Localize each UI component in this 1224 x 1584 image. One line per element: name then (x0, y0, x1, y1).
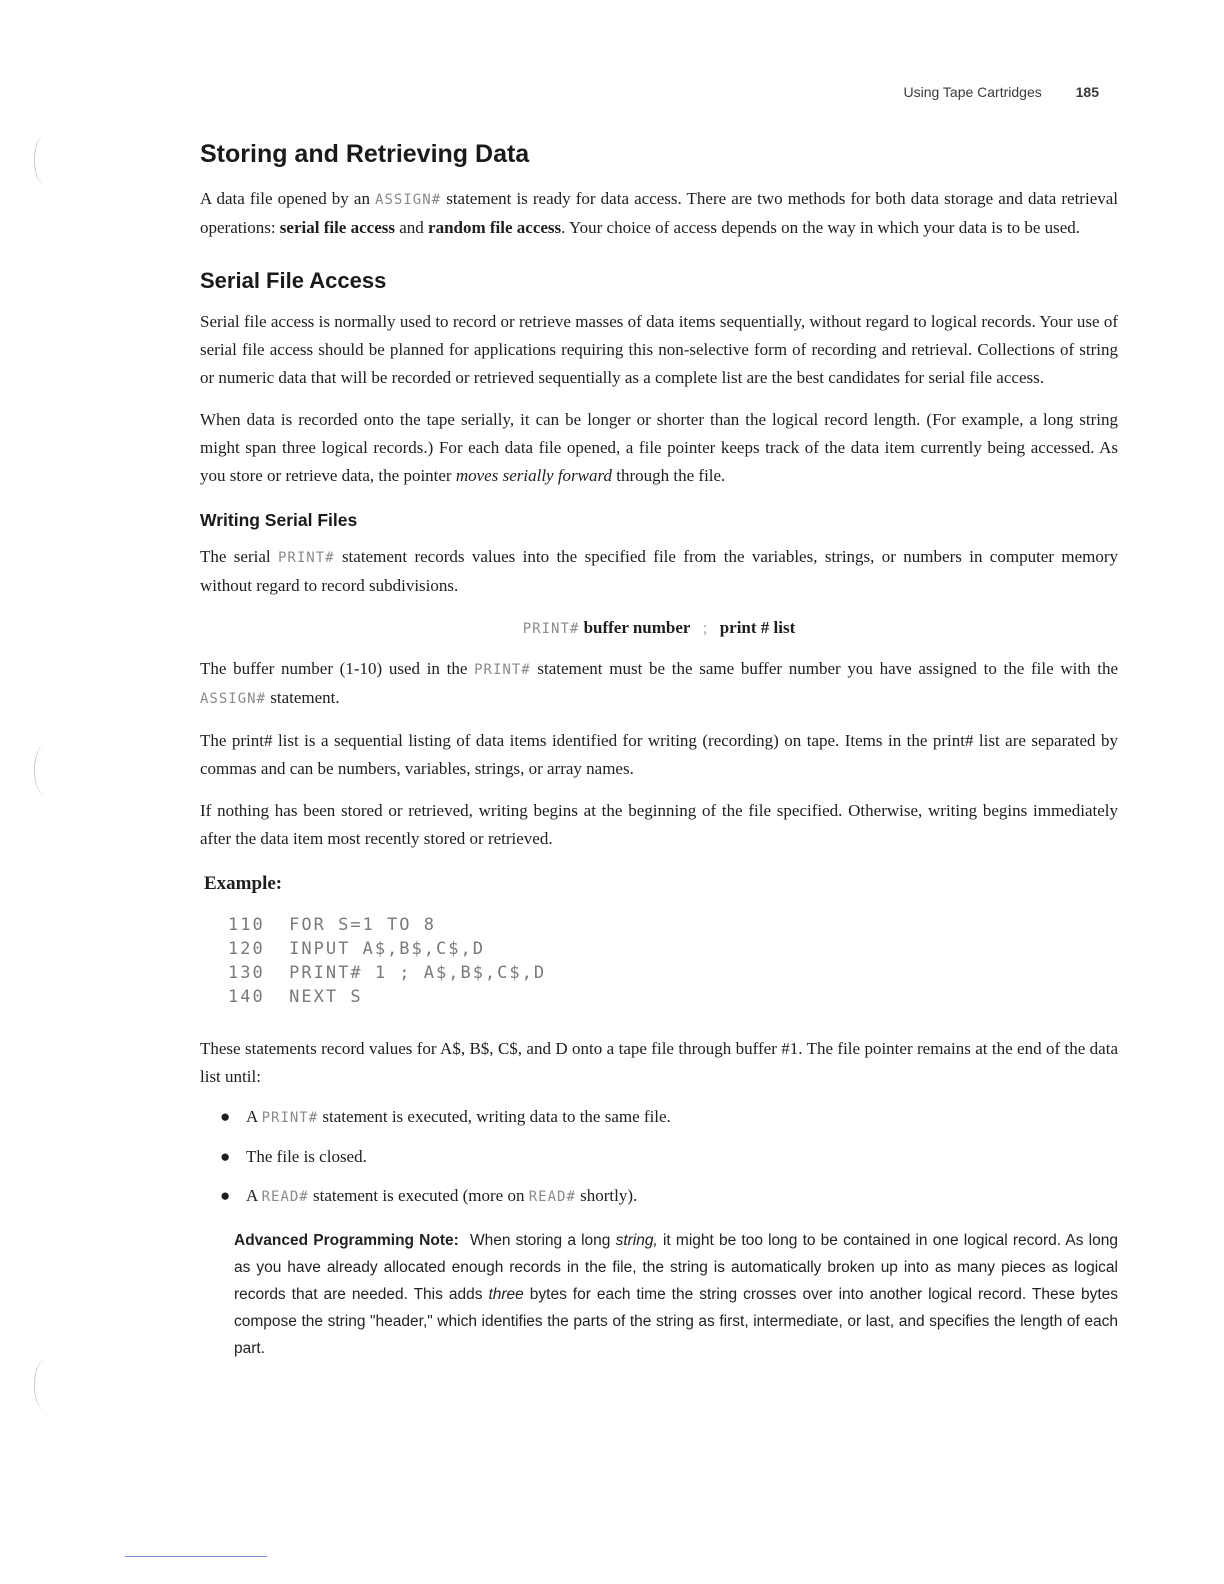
code-line: 110 FOR S=1 TO 8 (228, 915, 436, 935)
serial-paragraph-1: Serial file access is normally used to record or retrieve masses of data items sequentially, without regard to logical records. Your use of serial file access should be planned for applications requiring this non-selective form of recording and retrieval. Collections of string or numeric data that will be recorded or retrieved sequentially as a complete list are the best candidates for serial file access. (200, 312, 1118, 387)
subsection-heading-writing: Writing Serial Files (200, 510, 358, 530)
keyword-print: PRINT# (522, 621, 580, 637)
term-serial-file-access: serial file access (279, 218, 395, 237)
bullet-icon: ● (220, 1147, 231, 1166)
code-listing (228, 913, 1118, 1009)
list-item: ● The file is closed. (220, 1145, 1118, 1169)
list-item: ● A PRINT# statement is executed, writing data to the same file. (220, 1105, 1118, 1130)
margin-mark (34, 745, 55, 795)
intro-paragraph: A data file opened by an ASSIGN# statement is ready for data access. There are two methods for both data storage and data retrieval operations: serial file access and random file access. Your choice of access depends on the way in which your data is to be used. (200, 189, 1119, 237)
running-title: Using Tape Cartridges (903, 84, 1042, 100)
page-number: 185 (1075, 84, 1099, 100)
margin-mark (34, 135, 55, 185)
note-title: Advanced Programming Note: (234, 1232, 459, 1249)
code-line: 140 NEXT S (228, 987, 363, 1007)
footer-rule (125, 1556, 267, 1557)
example-label: Example: (204, 873, 283, 894)
writing-paragraph-1: The serial PRINT# statement records values into the specified file from the variables, strings, or numbers in computer memory without regard to record subdivisions. (200, 547, 1119, 595)
list-item: ● A READ# statement is executed (more on READ# shortly). (220, 1184, 1118, 1209)
keyword-print: PRINT# (277, 550, 335, 566)
margin-mark (34, 1360, 55, 1410)
bullet-list (200, 1105, 1118, 1209)
writing-paragraph-4: If nothing has been stored or retrieved, writing begins at the beginning of the file specified. Otherwise, writing begins immediately after the data item most recently stored or retrieved. (200, 801, 1118, 848)
serial-paragraph-2: When data is recorded onto the tape serially, it can be longer or shorter than the logical record length. (For example, a long string might span three logical records.) For each data file opened, a file pointer keeps track of the data item currently being accessed. As you store or retrieve data, the pointer moves serially forward through the file. (200, 410, 1118, 485)
keyword-print: PRINT# (474, 662, 531, 678)
keyword-read: READ# (261, 1189, 309, 1205)
example-explanation: These statements record values for A$, B$, C$, and D onto a tape file through buffer #1. The file pointer remains at the end of the data list until: (200, 1039, 1118, 1086)
keyword-print: PRINT# (261, 1110, 319, 1126)
writing-paragraph-2: The buffer number (1-10) used in the PRINT# statement must be the same buffer number you have assigned to the file with the ASSIGN# statement. (200, 659, 1119, 707)
page-title: Storing and Retrieving Data (200, 140, 530, 168)
keyword-assign: ASSIGN# (375, 192, 442, 208)
keyword-assign: ASSIGN# (200, 691, 267, 707)
advanced-programming-note: Advanced Programming Note: When storing a long string, it might be too long to be contained in one logical record. As long as you have already allocated enough records in the file, the string is automatically broken up into as many pieces as logical records that are needed. This adds three bytes for each time the string crosses over into another logical record. These bytes compose the string "header," which identifies the parts of the string as first, intermediate, or last, and specifies the length of each part. (234, 1232, 1119, 1357)
emphasis-moves-serially: moves serially forward (455, 466, 612, 485)
code-line: 120 INPUT A$,B$,C$,D (228, 939, 485, 959)
section-heading-serial: Serial File Access (200, 268, 387, 293)
page-content (200, 140, 1118, 1362)
running-header (903, 84, 1099, 100)
syntax-line: PRINT# buffer number ; print # list (522, 618, 796, 637)
bullet-icon: ● (220, 1186, 231, 1205)
keyword-read: READ# (528, 1189, 576, 1205)
term-random-file-access: random file access (428, 218, 562, 237)
writing-paragraph-3: The print# list is a sequential listing of data items identified for writing (recording) on tape. Items in the print# list are separated by commas and can be numbers, variables, strings, or array names. (200, 731, 1118, 778)
bullet-icon: ● (220, 1107, 231, 1126)
code-line: 130 PRINT# 1 ; A$,B$,C$,D (228, 963, 547, 983)
